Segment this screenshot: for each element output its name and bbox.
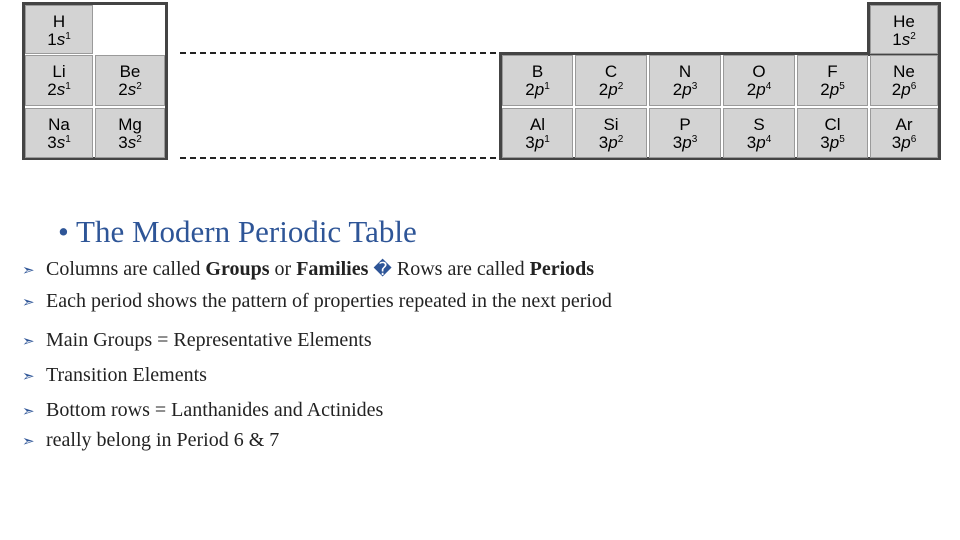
element-symbol: Ar [895, 115, 913, 134]
electron-config: $2p^5$ [820, 80, 845, 99]
element-symbol: Al [529, 115, 546, 134]
bullet-groups-periods: ➣ Columns are called Groups or Families � Rows are called Periods [22, 258, 595, 280]
element-f [797, 55, 868, 106]
element-na [25, 108, 93, 158]
electron-config: $3s^1$ [47, 133, 71, 152]
element-symbol: H [52, 12, 66, 31]
element-symbol: Ne [893, 62, 915, 81]
electron-config: $3p^4$ [746, 133, 772, 152]
element-al [502, 108, 573, 158]
element-ar [870, 108, 938, 158]
electron-config: $2p^6$ [891, 80, 917, 99]
electron-config: $3p^1$ [525, 133, 550, 152]
element-symbol: O [752, 62, 766, 81]
slide-title: • The Modern Periodic Table [58, 214, 417, 249]
element-o [723, 55, 795, 106]
element-si [575, 108, 647, 158]
electron-config: $1s^2$ [892, 30, 916, 49]
element-s [723, 108, 795, 158]
electron-config: $3p^6$ [891, 133, 917, 152]
element-symbol: P [679, 115, 691, 134]
element-b [502, 55, 573, 106]
element-n [649, 55, 721, 106]
bullet-arrow-icon: ➣ [22, 432, 35, 450]
element-symbol: Si [603, 115, 619, 134]
element-symbol: Na [48, 115, 70, 134]
electron-config: $3s^2$ [118, 133, 142, 152]
electron-config: $2s^2$ [118, 80, 142, 99]
element-symbol: Li [52, 62, 66, 81]
element-symbol: B [531, 62, 544, 81]
electron-config: $2s^1$ [47, 80, 71, 99]
bullet-arrow-icon: ➣ [22, 261, 35, 279]
missing-glyph-icon: � [373, 259, 392, 280]
bullet-period-6-7: ➣ really belong in Period 6 & 7 [22, 429, 280, 451]
dashed-line-top [180, 52, 496, 54]
electron-config: $3p^3$ [672, 133, 698, 152]
element-be [95, 55, 165, 106]
bullet-arrow-icon: ➣ [22, 367, 35, 385]
element-symbol: F [827, 62, 838, 81]
element-symbol: Cl [824, 115, 841, 134]
element-symbol: Mg [118, 115, 142, 134]
bullet-transition: ➣ Transition Elements [22, 364, 207, 386]
bullet-bottom-rows: ➣ Bottom rows = Lanthanides and Actinides [22, 399, 384, 421]
electron-config: $3p^5$ [820, 133, 845, 152]
dashed-line-bottom [180, 157, 496, 159]
element-symbol: S [753, 115, 765, 134]
electron-config: $2p^3$ [672, 80, 698, 99]
element-c [575, 55, 647, 106]
element-symbol: C [604, 62, 618, 81]
element-mg [95, 108, 165, 158]
element-he [870, 5, 938, 54]
electron-config: $2p^4$ [746, 80, 772, 99]
electron-config: $2p^1$ [525, 80, 550, 99]
element-symbol: Be [119, 62, 141, 81]
element-ne [870, 55, 938, 106]
element-symbol: N [678, 62, 692, 81]
element-cl [797, 108, 868, 158]
periodic-table-excerpt [0, 0, 960, 165]
bullet-arrow-icon: ➣ [22, 332, 35, 350]
element-symbol: He [893, 12, 915, 31]
bullet-arrow-icon: ➣ [22, 402, 35, 420]
element-li [25, 55, 93, 106]
electron-config: $1s^1$ [47, 30, 71, 49]
element-p [649, 108, 721, 158]
bullet-period-pattern: ➣ Each period shows the pattern of properties repeated in the next period [22, 290, 612, 312]
element-h [25, 5, 93, 54]
electron-config: $2p^2$ [598, 80, 624, 99]
electron-config: $3p^2$ [598, 133, 624, 152]
bullet-main-groups: ➣ Main Groups = Representative Elements [22, 329, 372, 351]
bullet-arrow-icon: ➣ [22, 293, 35, 311]
